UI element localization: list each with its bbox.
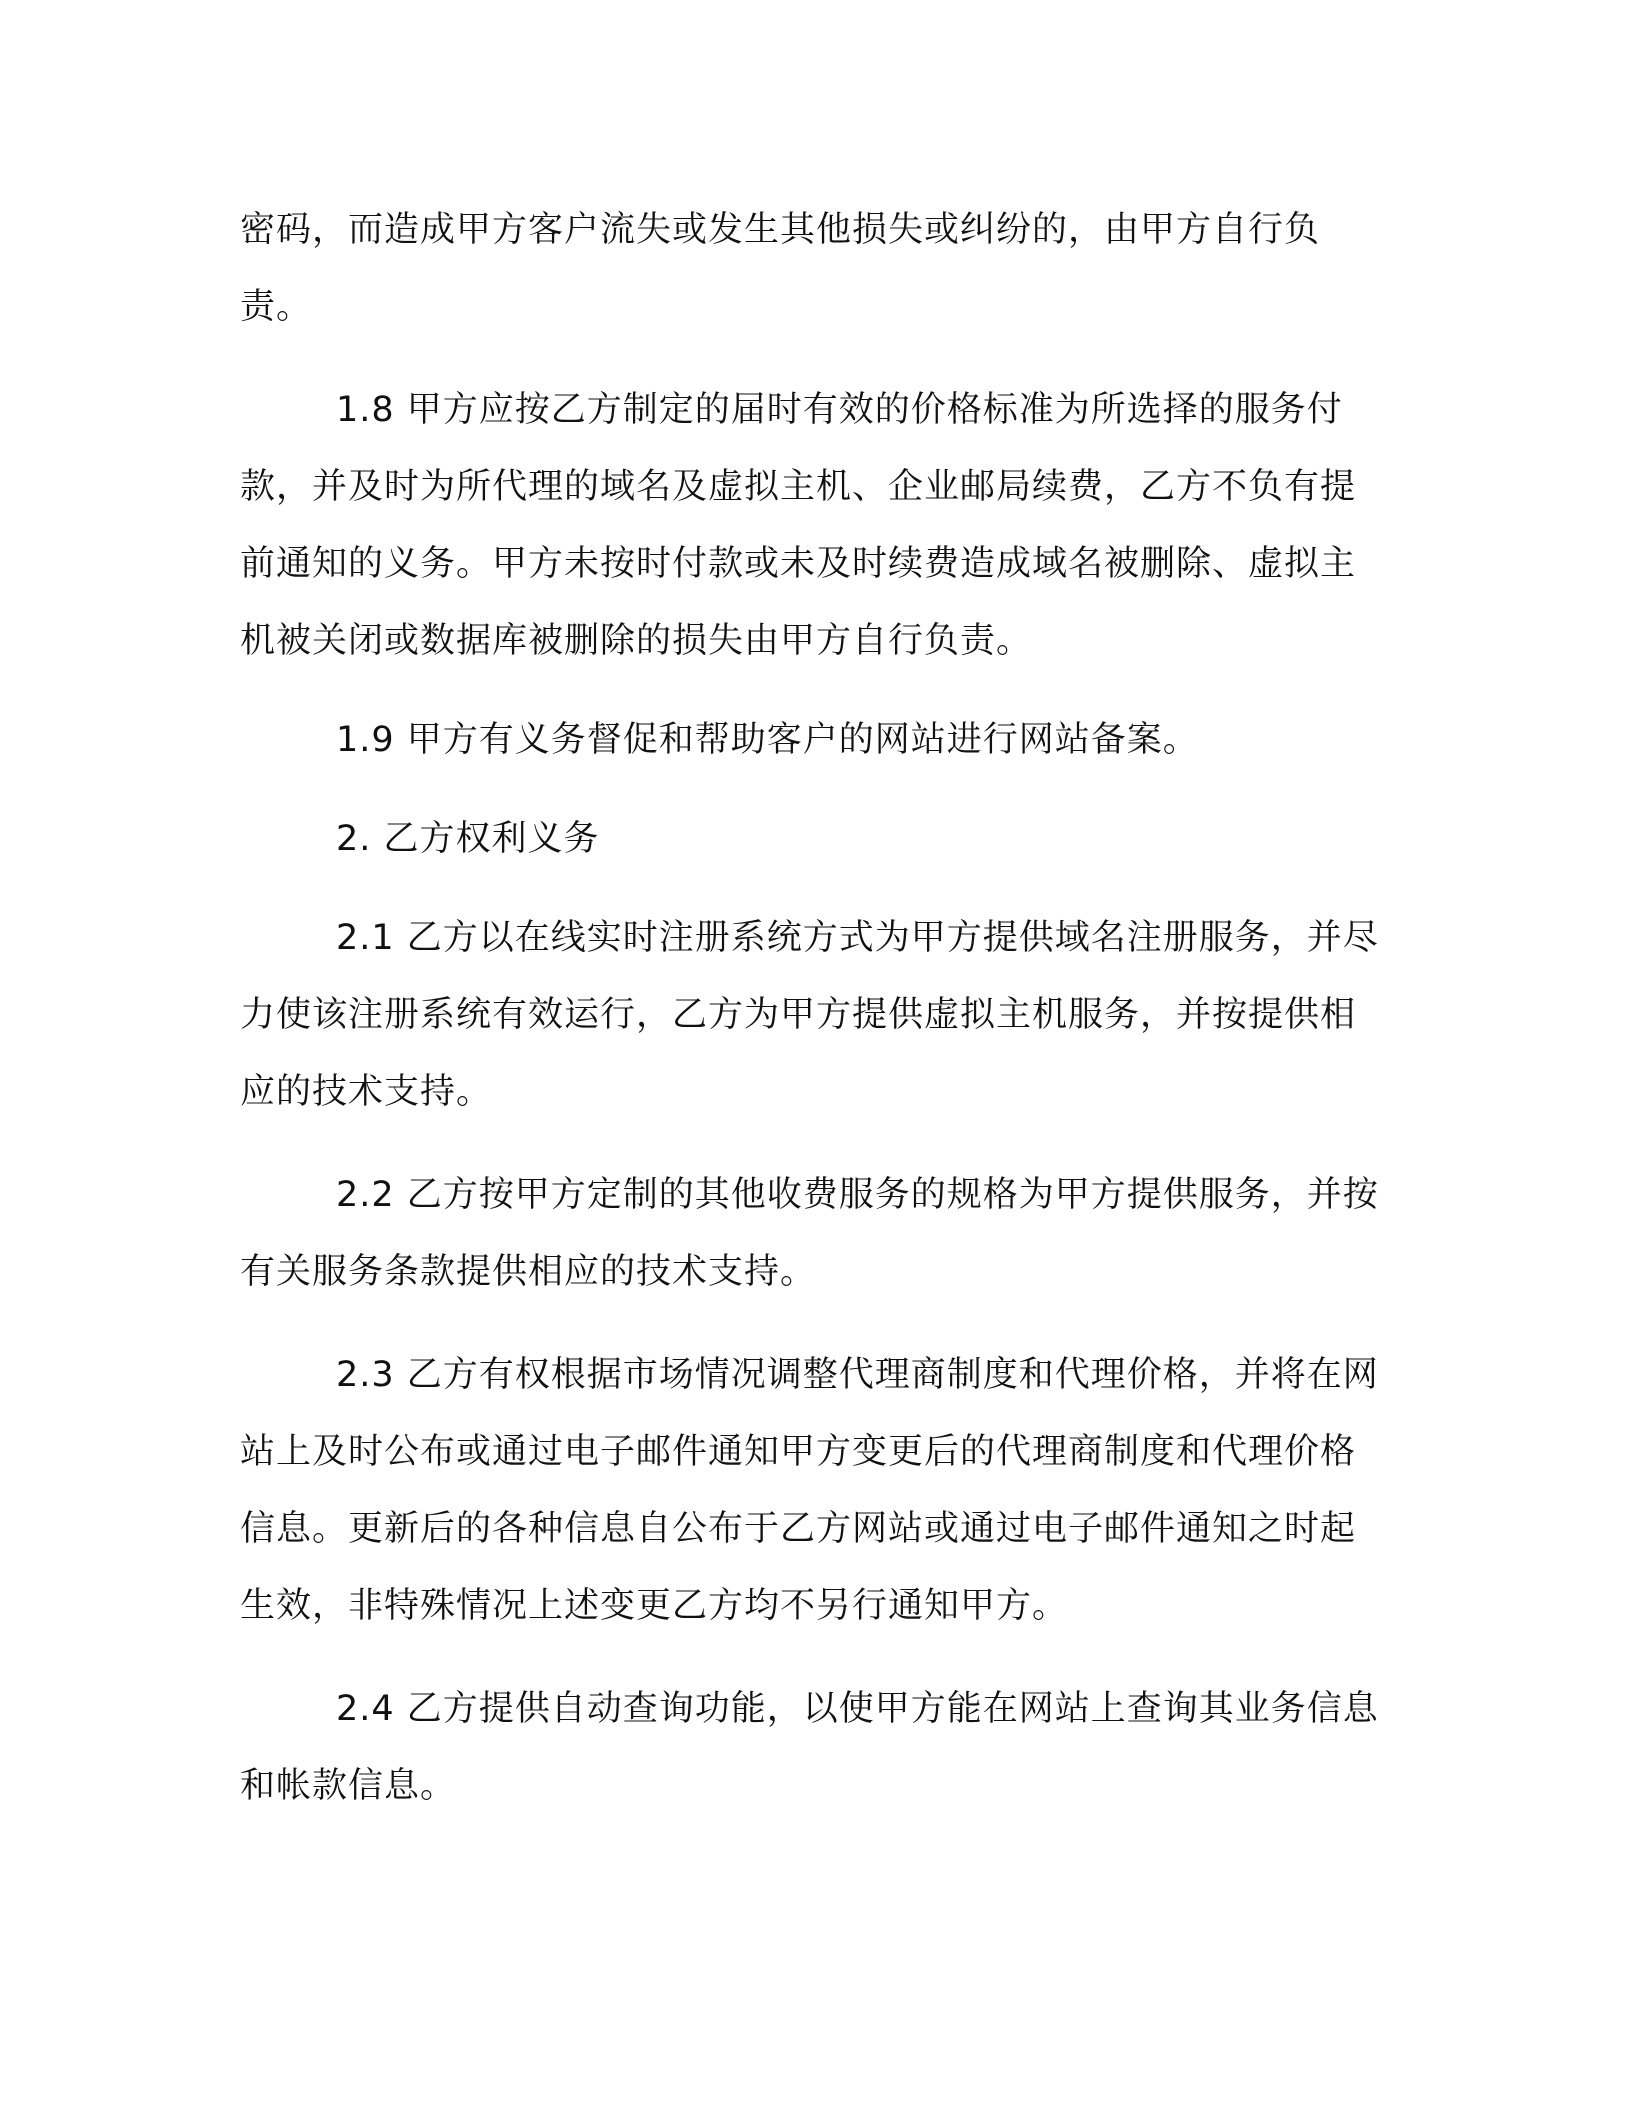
- paragraph-clause-1-9: 1.9 甲方有义务督促和帮助客户的网站进行网站备案。: [336, 720, 1199, 760]
- paragraph-clause-1-8: 1.8 甲方应按乙方制定的届时有效的价格标准为所选择的服务付款，并及时为所代理的域名及虚拟主机、企业邮局续费，乙方不负有提前通知的义务。甲方未按时付款或未及时续费造成域名被删除、虚拟主机被关闭或数据库被删除的损失由甲方自行负责。: [240, 390, 1357, 661]
- paragraph-clause-2-3: 2.3 乙方有权根据市场情况调整代理商制度和代理价格，并将在网站上及时公布或通过电子邮件通知甲方变更后的代理商制度和代理价格信息。更新后的各种信息自公布于乙方网站或通过电子邮件通知之时起生效，非特殊情况上述变更乙方均不另行通知甲方。: [240, 1355, 1379, 1626]
- paragraph-clause-2-1: 2.1 乙方以在线实时注册系统方式为甲方提供域名注册服务，并尽力使该注册系统有效运行，乙方为甲方提供虚拟主机服务，并按提供相应的技术支持。: [240, 918, 1379, 1112]
- section-heading-2: 2. 乙方权利义务: [336, 819, 600, 859]
- paragraph-clause-2-4: 2.4 乙方提供自动查询功能，以使甲方能在网站上查询其业务信息和帐款信息。: [240, 1689, 1379, 1806]
- paragraph-clause-2-2: 2.2 乙方按甲方定制的其他收费服务的规格为甲方提供服务，并按有关服务条款提供相应的技术支持。: [240, 1175, 1379, 1292]
- paragraph-continuation: 密码，而造成甲方客户流失或发生其他损失或纠纷的，由甲方自行负责。: [240, 210, 1321, 327]
- document-body: [240, 192, 1380, 1825]
